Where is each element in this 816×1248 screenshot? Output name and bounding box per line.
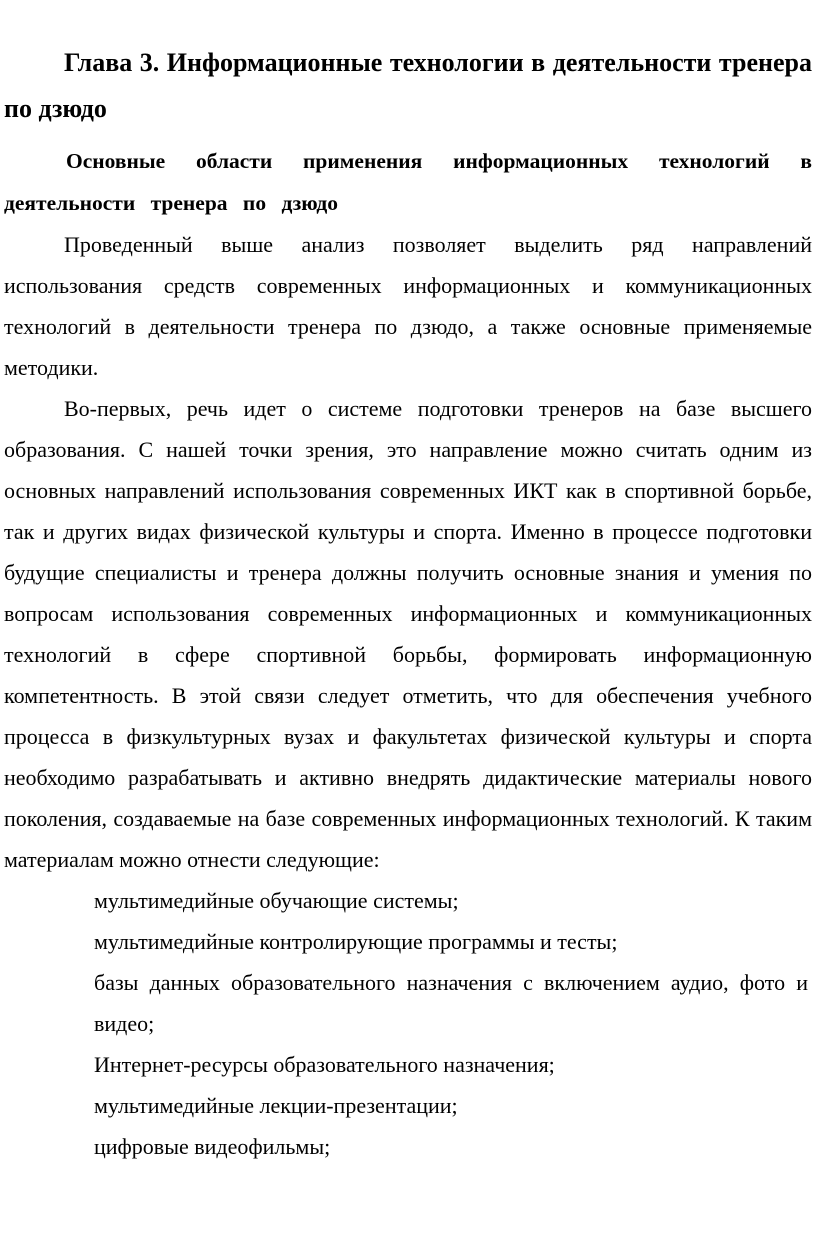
list-item: цифровые видеофильмы; — [94, 1134, 331, 1159]
list-item: мультимедийные лекции-презентации; — [94, 1093, 458, 1118]
chapter-title: Глава 3. Информационные технологии в деятельности тренера по дзюдо — [4, 48, 812, 123]
section-title: Основные области применения информационных технологий в деятельности тренера по дзюдо — [4, 149, 812, 215]
paragraph-first-direction: Во-первых, речь идет о системе подготовки тренеров на базе высшего образования. С нашей точки зрения, это направление можно считать одним из основных направлений использования современных ИКТ как в спортивной борьбе, так и других видах физической культуры и спорта. Именно в процессе подготовки будущие специалисты и тренера должны получить основные знания и умения по вопросам использования современных информационных и коммуникационных технологий в сфере спортивной борьбы, формировать информационную компетентность. В этой связи следует отметить, что для обеспечения учебного процесса в физкультурных вузах и факультетах физической культуры и спорта необходимо разрабатывать и активно внедрять дидактические материалы нового поколения, создаваемые на базе современных информационных технологий. К таким материалам можно отнести следующие: — [4, 396, 812, 872]
list-item: Интернет-ресурсы образовательного назначения; — [94, 1052, 555, 1077]
list-item: мультимедийные обучающие системы; — [94, 888, 459, 913]
materials-list — [4, 880, 812, 1167]
list-item: мультимедийные контролирующие программы и тесты; — [94, 929, 618, 954]
list-item: базы данных образовательного назначения с включением аудио, фото и видео; — [94, 970, 808, 1036]
paragraph-intro: Проведенный выше анализ позволяет выделить ряд направлений использования средств современных информационных и коммуникационных технологий в деятельности тренера по дзюдо, а также основные применяемые методики. — [4, 232, 812, 380]
